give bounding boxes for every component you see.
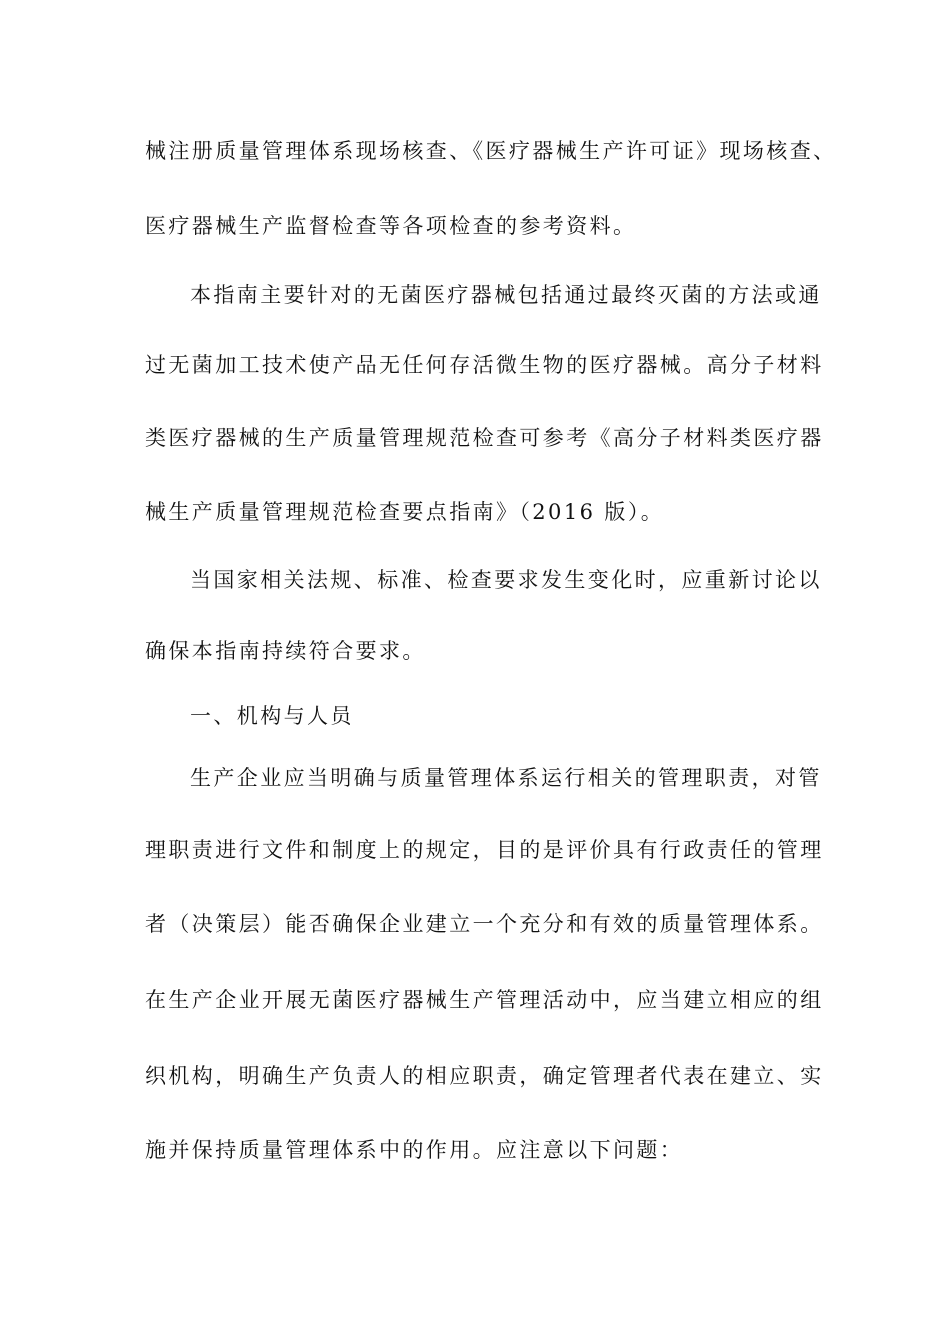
paragraph-line: 当国家相关法规、标准、检查要求发生变化时，应重新讨论以 (190, 568, 822, 592)
paragraph-line: 生产企业应当明确与质量管理体系运行相关的管理职责，对管 (190, 766, 822, 790)
paragraph-line: 者（决策层）能否确保企业建立一个充分和有效的质量管理体系。 (145, 912, 824, 936)
paragraph-line: 械注册质量管理体系现场核查、《医疗器械生产许可证》现场核查、 (145, 139, 837, 163)
paragraph-line: 理职责进行文件和制度上的规定，目的是评价具有行政责任的管理 (145, 838, 824, 862)
paragraph-line: 织机构，明确生产负责人的相应职责，确定管理者代表在建立、实 (145, 1064, 824, 1088)
section-heading: 一、机构与人员 (190, 704, 354, 728)
paragraph-line: 施并保持质量管理体系中的作用。应注意以下问题： (145, 1138, 684, 1162)
paragraph-line: 类医疗器械的生产质量管理规范检查可参考《高分子材料类医疗器 (145, 426, 824, 450)
paragraph-line: 本指南主要针对的无菌医疗器械包括通过最终灭菌的方法或通 (190, 283, 822, 307)
paragraph-line: 械生产质量管理规范检查要点指南》（2016 版）。 (145, 500, 665, 524)
paragraph-line: 过无菌加工技术使产品无任何存活微生物的医疗器械。高分子材料 (145, 353, 824, 377)
paragraph-line: 医疗器械生产监督检查等各项检查的参考资料。 (145, 214, 637, 238)
paragraph-line: 在生产企业开展无菌医疗器械生产管理活动中，应当建立相应的组 (145, 988, 824, 1012)
paragraph-line: 确保本指南持续符合要求。 (145, 639, 426, 663)
